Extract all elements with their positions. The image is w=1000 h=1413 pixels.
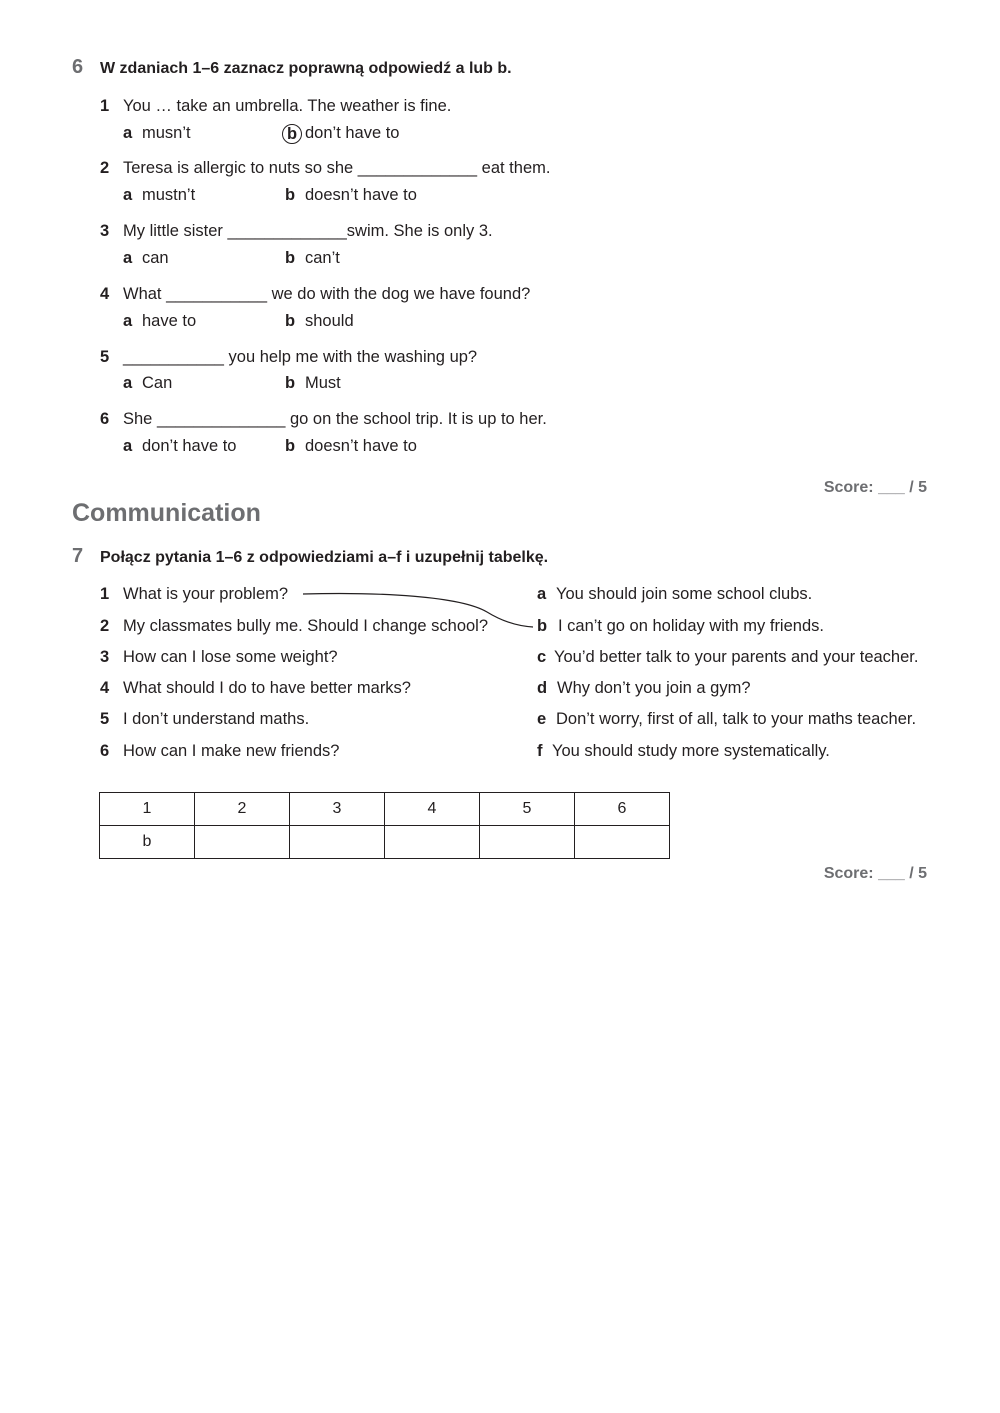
ex7-question-6-number: 6	[100, 742, 110, 760]
ex6-item-2-option-a[interactable]: mustn’t	[142, 186, 196, 204]
ex6-item-3-option-a[interactable]: can	[142, 249, 169, 267]
ex7-answer-a-letter: a	[537, 585, 547, 603]
ex6-item-6-option-b[interactable]: doesn’t have to	[305, 437, 417, 455]
exercise-7-instruction: Połącz pytania 1–6 z odpowiedziami a–f i uzupełnij tabelkę.	[100, 549, 549, 566]
ex7-answer-b: I can’t go on holiday with my friends.	[558, 617, 824, 635]
table-answer-cell[interactable]	[385, 826, 480, 859]
ex6-item-4-number: 4	[100, 285, 110, 303]
exercise-6-instruction: W zdaniach 1–6 zaznacz poprawną odpowiedź a lub b.	[100, 60, 512, 77]
ex6-item-2-sentence: Teresa is allergic to nuts so she _____________ eat them.	[123, 159, 551, 177]
ex6-item-3-number: 3	[100, 222, 110, 240]
ex7-question-3: How can I lose some weight?	[123, 648, 338, 666]
ex7-answer-a: You should join some school clubs.	[556, 585, 813, 603]
ex6-item-2-option-b-letter: b	[285, 186, 296, 204]
ex7-question-2: My classmates bully me. Should I change school?	[123, 617, 489, 635]
ex6-item-4-option-b-letter: b	[285, 312, 296, 330]
ex7-answer-d-letter: d	[537, 679, 548, 697]
ex6-item-1-sentence: You … take an umbrella. The weather is fine.	[123, 97, 452, 115]
table-header-cell: 5	[480, 793, 575, 826]
selected-answer-circle: b	[282, 124, 302, 144]
ex6-item-5-option-b-letter: b	[285, 374, 296, 392]
ex6-item-3-option-b-letter: b	[285, 249, 296, 267]
ex6-item-3-option-a-letter: a	[123, 249, 133, 267]
ex6-item-5-number: 5	[100, 348, 110, 366]
table-answer-cell[interactable]: b	[100, 826, 195, 859]
ex6-item-2-option-b[interactable]: doesn’t have to	[305, 186, 417, 204]
ex7-question-2-number: 2	[100, 617, 110, 635]
ex6-item-6-option-a-letter: a	[123, 437, 133, 455]
exercise-7-number: 7	[72, 545, 84, 567]
answer-table-header-row	[100, 793, 670, 826]
ex7-answer-e-letter: e	[537, 710, 547, 728]
ex6-item-4-sentence: What ___________ we do with the dog we have found?	[123, 285, 531, 303]
ex6-item-1-number: 1	[100, 97, 110, 115]
ex6-item-3-sentence: My little sister _____________swim. She is only 3.	[123, 222, 493, 240]
ex6-item-1-option-a[interactable]: musn’t	[142, 124, 191, 142]
ex7-question-4-number: 4	[100, 679, 110, 697]
ex6-item-6-option-a[interactable]: don’t have to	[142, 437, 237, 455]
ex7-answer-f-letter: f	[537, 742, 543, 760]
ex6-item-2-number: 2	[100, 159, 110, 177]
ex7-answer-c-letter: c	[537, 648, 547, 666]
ex6-item-6-option-b-letter: b	[285, 437, 296, 455]
table-header-cell: 2	[195, 793, 290, 826]
answer-table	[99, 792, 670, 859]
ex6-item-4-option-b[interactable]: should	[305, 312, 354, 330]
answer-table-answer-row	[100, 826, 670, 859]
table-answer-cell[interactable]	[195, 826, 290, 859]
ex6-item-4-option-a[interactable]: have to	[142, 312, 197, 330]
ex7-question-4: What should I do to have better marks?	[123, 679, 411, 697]
ex6-item-5-sentence: ___________ you help me with the washing up?	[123, 348, 478, 366]
ex6-item-1-option-b[interactable]: don’t have to	[305, 124, 400, 142]
ex7-score: Score: ___ / 5	[823, 865, 927, 882]
table-header-cell: 6	[575, 793, 670, 826]
ex7-question-5-number: 5	[100, 710, 110, 728]
exercise-6-number: 6	[72, 56, 84, 78]
ex6-score: Score: ___ / 5	[823, 479, 927, 496]
ex7-question-5: I don’t understand maths.	[123, 710, 310, 728]
table-answer-cell[interactable]	[575, 826, 670, 859]
table-answer-cell[interactable]	[480, 826, 575, 859]
ex6-item-6-sentence: She ______________ go on the school trip. It is up to her.	[123, 410, 547, 428]
table-header-cell: 3	[290, 793, 385, 826]
ex7-question-1-number: 1	[100, 585, 110, 603]
ex6-item-1-option-a-letter: a	[123, 124, 133, 142]
ex7-answer-e: Don’t worry, first of all, talk to your maths teacher.	[556, 710, 917, 728]
ex6-item-5-option-a[interactable]: Can	[142, 374, 173, 392]
ex7-answer-d: Why don’t you join a gym?	[557, 679, 751, 697]
ex6-item-6-number: 6	[100, 410, 110, 428]
section-title-communication: Communication	[72, 499, 261, 527]
ex7-question-3-number: 3	[100, 648, 110, 666]
ex6-item-3-option-b[interactable]: can’t	[305, 249, 340, 267]
ex7-answer-f: You should study more systematically.	[552, 742, 830, 760]
table-answer-cell[interactable]	[290, 826, 385, 859]
ex7-question-6: How can I make new friends?	[123, 742, 340, 760]
ex7-answer-c: You’d better talk to your parents and your teacher.	[554, 648, 919, 666]
ex6-item-5-option-a-letter: a	[123, 374, 133, 392]
ex7-answer-b-letter: b	[537, 617, 548, 635]
ex6-item-4-option-a-letter: a	[123, 312, 133, 330]
table-header-cell: 1	[100, 793, 195, 826]
table-header-cell: 4	[385, 793, 480, 826]
ex7-question-1: What is your problem?	[123, 585, 289, 603]
ex6-item-5-option-b[interactable]: Must	[305, 374, 341, 392]
ex6-item-2-option-a-letter: a	[123, 186, 133, 204]
